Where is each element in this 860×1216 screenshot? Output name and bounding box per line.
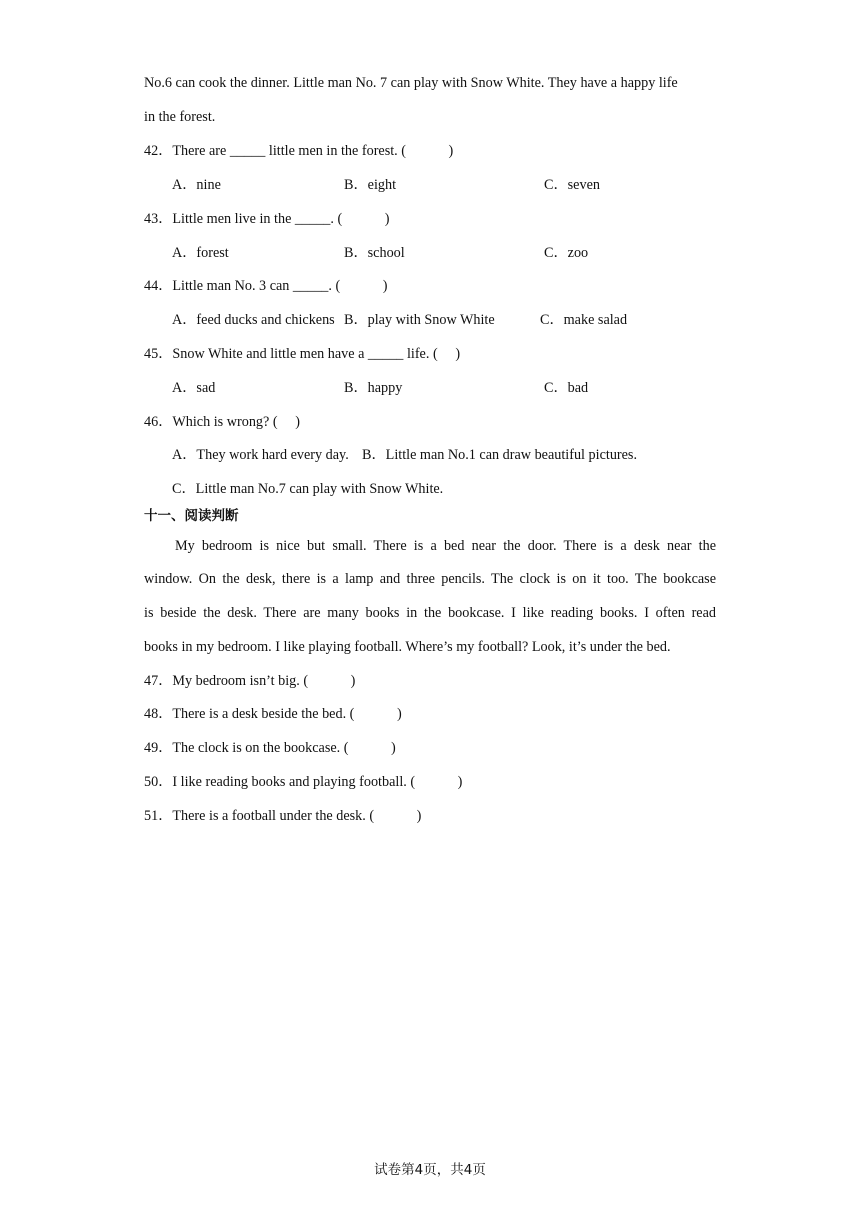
passage-line: My bedroom is nice but small. There is a bed near the door. There is a desk near the: [175, 538, 716, 554]
options-43: [0, 244, 860, 262]
option-c: C．bad: [544, 380, 589, 396]
options-46: [0, 446, 860, 464]
passage-line: window. On the desk, there is a lamp and three pencils. The clock is on it too. The bookcase: [144, 571, 716, 587]
passage-line: in the forest.: [144, 109, 216, 125]
question-42: 42．There are _____ little men in the forest. ( ): [144, 143, 454, 159]
statement-49: 49．The clock is on the bookcase. ( ): [144, 740, 396, 756]
page-footer: 试卷第4页，共4页: [374, 1162, 486, 1178]
options-42: [0, 176, 860, 194]
option-a: A．They work hard every day.: [172, 447, 349, 463]
options-45: [0, 379, 860, 397]
option-b: B．play with Snow White: [344, 312, 495, 328]
option-a: A．feed ducks and chickens: [172, 312, 335, 328]
question-46: 46．Which is wrong? ( ): [144, 414, 301, 430]
passage-line: is beside the desk. There are many books in the bookcase. I like reading books. I often read: [144, 605, 716, 621]
option-c: C．Little man No.7 can play with Snow White.: [172, 481, 444, 497]
question-43: 43．Little men live in the _____. ( ): [144, 211, 390, 227]
statement-47: 47．My bedroom isn’t big. ( ): [144, 673, 356, 689]
option-b: B．Little man No.1 can draw beautiful pictures.: [362, 447, 638, 463]
option-a: A．forest: [172, 245, 229, 261]
statement-48: 48．There is a desk beside the bed. ( ): [144, 706, 402, 722]
question-45: 45．Snow White and little men have a _____ life. ( ): [144, 346, 461, 362]
option-a: A．sad: [172, 380, 216, 396]
option-c: C．seven: [544, 177, 600, 193]
option-b: B．eight: [344, 177, 397, 193]
passage-line: books in my bedroom. I like playing football. Where’s my football? Look, it’s under the bed.: [144, 639, 671, 655]
section-title: 十一、阅读判断: [144, 508, 239, 524]
option-b: B．happy: [344, 380, 403, 396]
options-46-cont: [0, 480, 860, 498]
passage-line: No.6 can cook the dinner. Little man No. 7 can play with Snow White. They have a happy life: [144, 75, 678, 91]
question-44: 44．Little man No. 3 can _____. ( ): [144, 278, 388, 294]
option-c: C．zoo: [544, 245, 589, 261]
option-c: C．make salad: [540, 312, 628, 328]
option-b: B．school: [344, 245, 405, 261]
options-44: [0, 311, 860, 329]
statement-50: 50．I like reading books and playing football. ( ): [144, 774, 463, 790]
statement-51: 51．There is a football under the desk. ( ): [144, 808, 422, 824]
option-a: A．nine: [172, 177, 221, 193]
